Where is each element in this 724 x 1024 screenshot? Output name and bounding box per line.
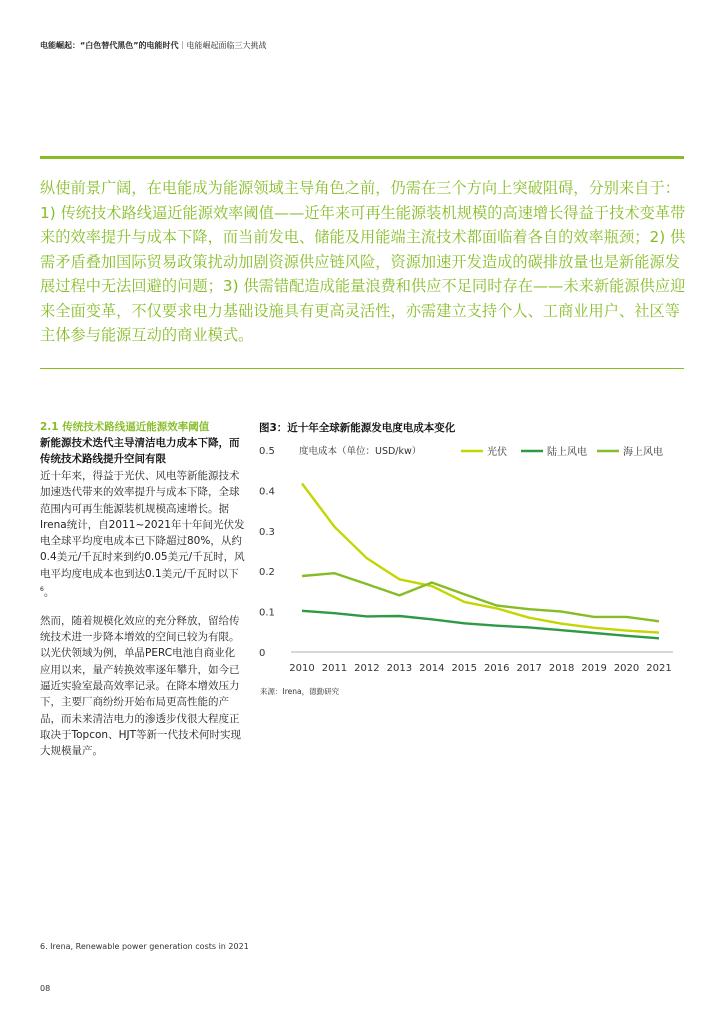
x-tick-label: 2012 [354,663,380,674]
top-divider [40,156,684,159]
x-tick-label: 2020 [613,663,640,674]
footnote: 6. Irena, Renewable power generation costs in 2021 [40,942,249,951]
body-paragraph-2: 然而，随着规模化效应的充分释放，留给传统技术进一步降本增效的空间已较为有限。以光伏领域为例，单晶PERC电池自商业化应用以来，量产转换效率逐年攀升，如今已逼近实验室最高效率记录。在降本增效压力下，主要厂商纷纷开始布局更高性能的产品，而未来清洁电力的渗透步伐很大程度正取决于Topcon、HJT等新一代技术何时实现大规模量产。 [40,614,241,758]
body-paragraph-1 [40,468,245,601]
para1-text: 近十年来，得益于光伏、风电等新能源技术加速迭代带来的效率提升与成本下降，全球范围内可再生能源装机规模高速增长。据Irena统计，自2011~2021年十年间光伏发电全球平均度电成本已下降超过80%，从约0.4美元/千瓦时来到约0.05美元/千瓦时，风电平均度电成本也到达0.1美元/千瓦时以下 [40,470,245,580]
x-tick-label: 2013 [386,663,413,674]
x-tick-label: 2019 [581,663,607,674]
x-tick-label: 2011 [321,663,348,674]
header-bold: 电能崛起：“白色替代黑色”的电能时代 [40,41,179,50]
y-axis-label: 度电成本（单位：USD/kw） [299,446,422,457]
x-tick-label: 2014 [419,663,445,674]
x-tick-label: 2016 [484,663,510,674]
y-tick-label: 0 [259,648,266,659]
cost-line-chart [255,438,680,678]
section-column [40,420,245,772]
x-tick-label: 2015 [451,663,477,674]
legend [461,445,663,458]
section-subtitle: 新能源技术迭代主导清洁电力成本下降，而传统技术路线提升空间有限 [40,437,240,465]
series-line [302,484,659,633]
figure-title: 图3：近十年全球新能源发电度电成本变化 [259,422,456,434]
para1-end: 。 [43,586,55,599]
legend-label: 光伏 [487,447,507,458]
y-axis-ticks [259,446,275,659]
y-tick-label: 0.1 [259,607,275,619]
series-line [302,611,659,639]
footnote-ref: 6 [40,586,44,594]
legend-label: 陆上风电 [547,447,587,458]
x-tick-label: 2021 [646,663,672,674]
x-tick-label: 2010 [289,663,315,674]
y-tick-label: 0.2 [259,567,275,579]
lead-paragraph [40,176,686,348]
series-lines [302,484,659,639]
page-number: 08 [40,984,51,993]
figure-source: 来源：Irena，德勤研究 [260,687,340,696]
y-tick-label: 0.5 [259,446,275,457]
x-tick-label: 2017 [516,663,542,674]
running-header [40,40,267,51]
section-title: 2.1 传统技术路线逼近能源效率阈值 [40,421,210,433]
x-tick-label: 2018 [548,663,575,674]
y-tick-label: 0.4 [259,486,275,498]
lead-text: 纵使前景广阔，在电能成为能源领域主导角色之前，仍需在三个方向上突破阻碍，分别来自于：1) 传统技术路线逼近能源效率阈值——近年来可再生能源装机规模的高速增长得益于技术变革带来的效率提升与成本下降，而当前发电、储能及用能端主流技术都面临着各自的效率瓶颈；2) 供需矛盾叠加国际贸易政策扰动加剧资源供应链风险，资源加速开发造成的碳排放量也是新能源发展过程中无法回避的问题；3) 供需错配造成能量浪费和供应不足同时存在——未来新能源供应迎来全面变革，不仅要求电力基础设施具有更高灵活性，亦需建立支持个人、工商业用户、社区等主体参与能源互动的商业模式。 [40,179,686,344]
header-rest: ｜电能崛起面临三大挑战 [178,41,267,50]
y-tick-label: 0.3 [259,526,275,538]
x-axis-ticks [289,663,671,674]
legend-label: 海上风电 [623,447,663,458]
bottom-divider [40,368,684,369]
